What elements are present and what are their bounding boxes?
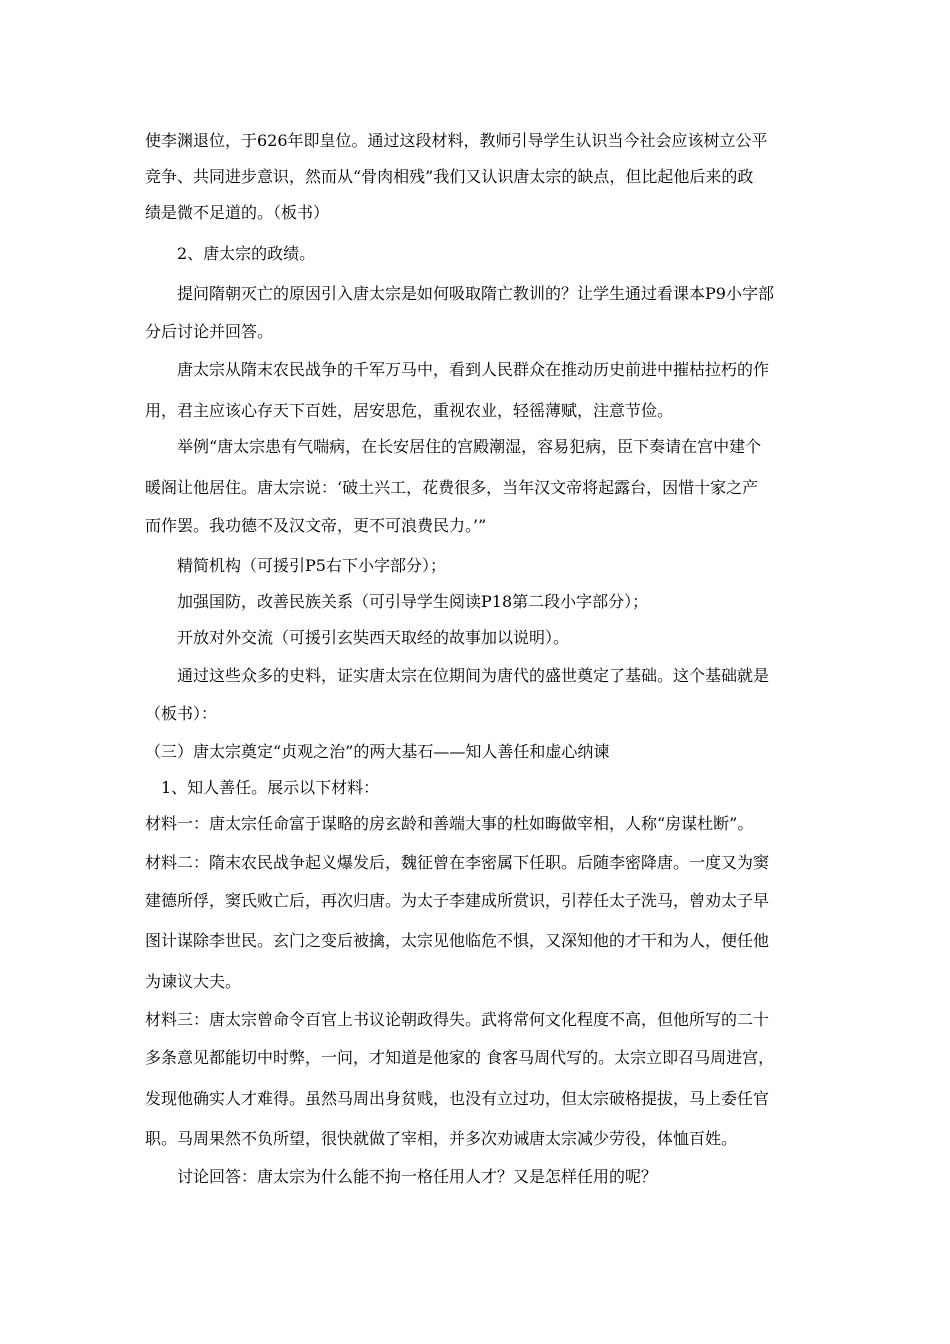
text-line: 竞争、共同进步意识，然而从“骨肉相残”我们又认识唐太宗的缺点，但比起他后来的政 bbox=[145, 167, 754, 186]
text-line: 暖阁让他居住。唐太宗说：‘破土兴工，花费很多，当年汉文帝将起露台，因惜十家之产 bbox=[145, 478, 759, 497]
text-line: 绩是微不足道的。（板书） bbox=[145, 203, 330, 222]
section-heading: 2、唐太宗的政绩。 bbox=[177, 244, 316, 263]
text-line: 唐太宗从隋末农民战争的千军万马中，看到人民群众在推动历史前进中摧枯拉朽的作 bbox=[177, 360, 770, 379]
text-line: 为谏议大夫。 bbox=[145, 972, 242, 991]
text-line: 材料一：唐太宗任命富于谋略的房玄龄和善端大事的杜如晦做宰相，人称“房谋杜断”。 bbox=[145, 814, 754, 833]
section-heading: （三）唐太宗奠定“贞观之治”的两大基石——知人善任和虚心纳谏 bbox=[145, 742, 610, 761]
text-line: 加强国防，改善民族关系（可引导学生阅读P18第二段小字部分）； bbox=[177, 592, 649, 611]
section-heading: 1、知人善任。展示以下材料： bbox=[161, 778, 380, 797]
text-line: 用，君主应该心存天下百姓，居安思危，重视农业，轻徭薄赋，注意节俭。 bbox=[145, 401, 674, 420]
text-line: 而作罢。我功德不及汉文帝，更不可浪费民力。’” bbox=[145, 516, 487, 535]
text-line: 职。马周果然不负所望，很快就做了宰相，并多次劝诫唐太宗减少劳役，体恤百姓。 bbox=[145, 1129, 738, 1148]
text-line: （板书）： bbox=[145, 704, 218, 723]
text-line: 讨论回答：唐太宗为什么能不拘一格任用人才？又是怎样任用的呢？ bbox=[177, 1167, 658, 1186]
text-line: 多条意见都能切中时弊，一问，才知道是他家的 食客马周代写的。太宗立即召马周进宫， bbox=[145, 1048, 775, 1067]
text-line: 分后讨论并回答。 bbox=[145, 322, 274, 341]
text-line: 建德所俘，窦氏败亡后，再次归唐。为太子李建成所赏识，引荐任太子洗马，曾劝太子早 bbox=[145, 891, 770, 910]
text-line: 提问隋朝灭亡的原因引入唐太宗是如何吸取隋亡教训的？让学生通过看课本P9小字部 bbox=[177, 284, 774, 303]
text-line: 材料二：隋末农民战争起义爆发后，魏征曾在李密属下任职。后随李密降唐。一度又为窦 bbox=[145, 853, 770, 872]
text-line: 图计谋除李世民。玄门之变后被擒，太宗见他临危不惧，又深知他的才干和为人，便任他 bbox=[145, 931, 770, 950]
text-line: 开放对外交流（可援引玄奘西天取经的故事加以说明）。 bbox=[177, 628, 570, 647]
text-line: 材料三：唐太宗曾命令百官上书议论朝政得失。武将常何文化程度不高，但他所写的二十 bbox=[145, 1010, 770, 1029]
text-line: 精简机构（可援引P5右下小字部分）； bbox=[177, 556, 446, 575]
text-line: 举例“唐太宗患有气喘病，在长安居住的宫殿潮湿，容易犯病，臣下奏请在宫中建个 bbox=[177, 437, 762, 456]
text-line: 发现他确实人才难得。虽然马周出身贫贱，也没有立过功，但太宗破格提拔，马上委任官 bbox=[145, 1089, 770, 1108]
text-line: 通过这些众多的史料，证实唐太宗在位期间为唐代的盛世奠定了基础。这个基础就是 bbox=[177, 666, 770, 685]
text-line: 使李渊退位，于626年即皇位。通过这段材料，教师引导学生认识当今社会应该树立公平 bbox=[145, 131, 768, 150]
